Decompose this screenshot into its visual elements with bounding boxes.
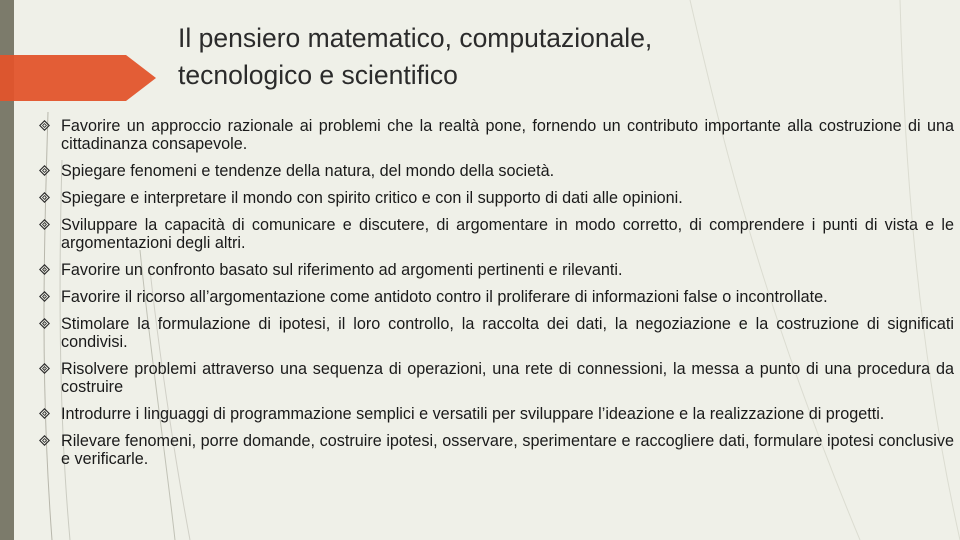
bullet-text: Favorire un confronto basato sul riferimento ad argomenti pertinenti e rilevanti. xyxy=(61,261,623,279)
bullet-text: Favorire un approccio razionale ai problemi che la realtà pone, fornendo un contributo importante alla costruzione di una cittadinanza consapevole. xyxy=(61,117,954,154)
bullet-text: Introdurre i linguaggi di programmazione semplici e versatili per sviluppare l’ideazione e la realizzazione di progetti. xyxy=(61,405,885,423)
diamond-outline-icon xyxy=(39,264,50,275)
title-line-2: tecnologico e scientifico xyxy=(178,60,458,90)
diamond-outline-icon xyxy=(39,435,50,446)
bullet-item xyxy=(36,405,954,423)
bullet-text: Favorire il ricorso all’argomentazione come antidoto contro il proliferare di informazioni false o incontrollate. xyxy=(61,287,828,306)
title-line-1: Il pensiero matematico, computazionale, xyxy=(178,23,653,53)
diamond-outline-icon xyxy=(39,291,50,302)
diamond-outline-icon xyxy=(39,318,50,329)
diamond-outline-icon xyxy=(39,219,50,230)
bullet-item xyxy=(36,315,954,352)
bullet-text: Rilevare fenomeni, porre domande, costruire ipotesi, osservare, sperimentare e raccogliere dati, formulare ipotesi conclusive e verificarle. xyxy=(61,431,954,469)
diamond-outline-icon xyxy=(39,165,50,176)
bullet-item xyxy=(36,162,954,180)
bullet-text: Spiegare fenomeni e tendenze della natura, del mondo della società. xyxy=(61,162,555,181)
bullet-item xyxy=(36,261,954,279)
diamond-outline-icon xyxy=(39,408,50,419)
bullet-item xyxy=(36,117,954,154)
diamond-outline-icon xyxy=(39,120,50,131)
diamond-outline-icon xyxy=(39,363,50,374)
bullet-item xyxy=(36,432,954,469)
bullet-text: Sviluppare la capacità di comunicare e discutere, di argomentare in modo corretto, di comprendere i punti di vista e le argomentazioni degli altri. xyxy=(61,215,954,253)
bullet-item xyxy=(36,288,954,306)
bullet-text: Spiegare e interpretare il mondo con spirito critico e con il supporto di dati alle opinioni. xyxy=(61,189,683,207)
bullet-item xyxy=(36,189,954,207)
bullet-text: Stimolare la formulazione di ipotesi, il loro controllo, la raccolta dei dati, la negoziazione e la costruzione di significati condivisi. xyxy=(61,314,954,351)
slide-title xyxy=(178,20,878,94)
bullet-list xyxy=(36,117,954,469)
diamond-outline-icon xyxy=(39,192,50,203)
bullet-text: Risolvere problemi attraverso una sequenza di operazioni, una rete di connessioni, la messa a punto di una procedura da costruire xyxy=(61,359,954,397)
bullet-item xyxy=(36,216,954,253)
title-accent-arrow xyxy=(0,55,160,101)
bullet-item xyxy=(36,360,954,397)
